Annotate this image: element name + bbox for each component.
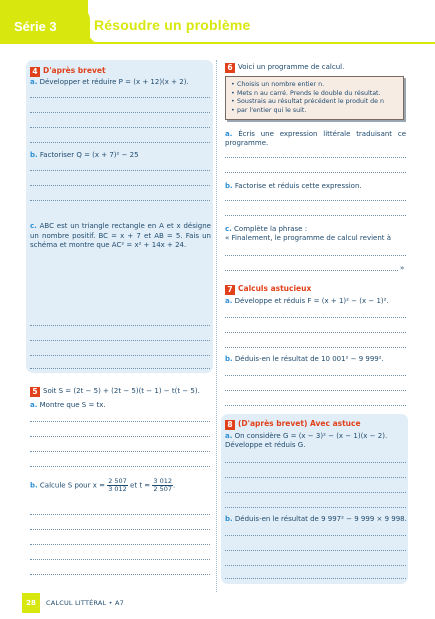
- answer-line[interactable]: [30, 127, 210, 128]
- question-text: Développe et réduis G.: [225, 441, 306, 450]
- question-label: b.: [30, 481, 38, 490]
- exercise-4-heading: [30, 66, 106, 77]
- exercise-8-title: (D'après brevet) Avec astuce: [238, 419, 361, 428]
- fraction-t: [152, 478, 173, 493]
- program-step: • Choisis un nombre entier n.: [231, 81, 398, 90]
- question-text: Calcule S pour x =: [39, 481, 105, 490]
- question-label: b.: [225, 182, 233, 190]
- exercise-4b: [30, 151, 210, 160]
- answer-line[interactable]: [30, 112, 210, 113]
- question-text: ABC est un triangle rectangle en A et x désigne un nombre positif. BC = x + 7 et AB = 5. Fais un schéma et montre que AC² = x² + 14x + 24.: [30, 222, 211, 249]
- question-text: Factoriser Q = (x + 7)² − 25: [39, 151, 139, 159]
- exercise-4-panel: [26, 60, 213, 373]
- answer-line[interactable]: [225, 405, 406, 406]
- question-text: « Finalement, le programme de calcul revient à: [225, 234, 392, 243]
- question-label: a.: [225, 432, 233, 440]
- answer-line[interactable]: [30, 325, 210, 326]
- exercise-8-number: 8: [225, 420, 235, 430]
- answer-line[interactable]: [225, 578, 406, 579]
- question-label: c.: [30, 222, 37, 230]
- answer-line[interactable]: [30, 368, 210, 369]
- answer-line[interactable]: [225, 255, 406, 256]
- question-label: b.: [225, 355, 233, 363]
- exercise-4-title: D'après brevet: [43, 66, 106, 75]
- answer-line[interactable]: [30, 436, 210, 437]
- exercise-6c: [225, 225, 410, 243]
- exercise-8a: [225, 432, 406, 450]
- answer-line[interactable]: [30, 170, 210, 171]
- answer-line[interactable]: [225, 375, 406, 376]
- question-label: b.: [30, 151, 38, 159]
- answer-line[interactable]: [30, 559, 210, 560]
- answer-line[interactable]: [30, 421, 210, 422]
- answer-line[interactable]: [225, 507, 406, 508]
- answer-line[interactable]: [30, 544, 210, 545]
- answer-line[interactable]: [225, 347, 406, 348]
- page-title: Résoudre un problème: [94, 17, 251, 33]
- answer-line[interactable]: [30, 142, 210, 143]
- fraction-numerator: 2 507: [108, 477, 127, 485]
- question-text: Montre que S = tx.: [39, 401, 106, 409]
- exercise-8b: [225, 515, 410, 524]
- exercise-5-number: 5: [30, 387, 40, 397]
- answer-line[interactable]: [225, 390, 406, 391]
- question-text: et t =: [130, 481, 151, 490]
- program-step-continued: • par l'entier qui le suit.: [231, 107, 398, 116]
- exercise-5-title: Soit S = (2t − 5) + (2t − 5)(t − 1) − t(t − 5).: [43, 387, 200, 395]
- question-text: Déduis-en le résultat de 9 997² − 9 999 × 9 998.: [234, 515, 407, 523]
- exercise-6a: [225, 130, 406, 148]
- answer-line[interactable]: [225, 332, 406, 333]
- exercise-4-number: 4: [30, 67, 40, 77]
- exercise-5a: [30, 401, 210, 410]
- exercise-6-title: Voici un programme de calcul.: [238, 63, 345, 71]
- answer-line[interactable]: [225, 317, 406, 318]
- answer-line[interactable]: [30, 355, 210, 356]
- answer-line[interactable]: [225, 477, 406, 478]
- program-step: • Soustrais au résultat précédent le produit de n: [231, 98, 398, 107]
- question-text: Développer et réduire P = (x + 12)(x + 2).: [39, 78, 189, 86]
- exercise-8-heading: [225, 419, 361, 430]
- exercise-7-title: Calculs astucieux: [238, 284, 312, 293]
- column-divider: [216, 60, 217, 592]
- program-step: • Mets n au carré. Prends le double du résultat.: [231, 90, 398, 99]
- answer-line[interactable]: [30, 200, 210, 201]
- series-label: Série 3: [14, 19, 57, 34]
- question-label: a.: [30, 78, 38, 86]
- question-text: Complète la phrase :: [234, 225, 308, 233]
- header-underline: [88, 42, 435, 44]
- fraction-denominator: 2 507: [153, 485, 173, 493]
- answer-line[interactable]: [225, 200, 406, 201]
- answer-line[interactable]: [225, 492, 406, 493]
- exercise-6b: [225, 182, 406, 191]
- exercise-4a: [30, 78, 210, 87]
- fraction-x: [107, 478, 128, 493]
- question-text: Déduis-en le résultat de 10 001² − 9 999².: [234, 355, 384, 363]
- exercise-5b: b. Calcule S pour x = $\frac{2 507}{3 012}$ et t = $\frac{3 012}{2 507}$ .: [30, 477, 176, 493]
- page-number: 28: [22, 593, 40, 613]
- exercise-7a: [225, 297, 410, 306]
- question-label: a.: [30, 401, 38, 409]
- question-text: Factorise et réduis cette expression.: [234, 182, 362, 190]
- footer-text: CALCUL LITTÉRAL • A7: [46, 599, 124, 607]
- question-label: b.: [225, 515, 233, 523]
- exercise-5-heading: [30, 387, 215, 397]
- answer-line[interactable]: [225, 270, 398, 271]
- answer-line[interactable]: [225, 550, 406, 551]
- answer-line[interactable]: [225, 157, 406, 158]
- exercise-7-number: 7: [225, 285, 235, 295]
- answer-line[interactable]: [30, 514, 210, 515]
- question-label: a.: [225, 130, 233, 138]
- answer-line[interactable]: [225, 172, 406, 173]
- closing-quote: »: [400, 264, 405, 272]
- exercise-6-number: 6: [225, 63, 235, 73]
- program-box: [225, 76, 404, 120]
- answer-line[interactable]: [225, 565, 406, 566]
- answer-line[interactable]: [30, 451, 210, 452]
- answer-line[interactable]: [30, 529, 210, 530]
- exercise-6-heading: [225, 63, 410, 73]
- question-text: Écris une expression littérale traduisant ce programme.: [225, 130, 406, 148]
- answer-line[interactable]: [30, 97, 210, 98]
- fraction-numerator: 3 012: [153, 477, 173, 485]
- answer-line[interactable]: [30, 185, 210, 186]
- answer-line[interactable]: [30, 466, 210, 467]
- fraction-denominator: 3 012: [108, 485, 127, 493]
- answer-line[interactable]: [225, 215, 406, 216]
- answer-line[interactable]: [30, 340, 210, 341]
- answer-line[interactable]: [225, 535, 406, 536]
- question-text: Développe et réduis F = (x + 1)² − (x − 1)².: [234, 297, 389, 305]
- answer-line[interactable]: [30, 574, 210, 575]
- answer-line[interactable]: [225, 462, 406, 463]
- question-label: a.: [225, 297, 233, 305]
- exercise-7b: [225, 355, 410, 364]
- exercise-7-heading: [225, 284, 311, 295]
- exercise-4c: [30, 222, 211, 251]
- question-text: On considère G = (x − 3)² − (x − 1)(x − 2).: [234, 432, 388, 440]
- question-label: c.: [225, 225, 232, 233]
